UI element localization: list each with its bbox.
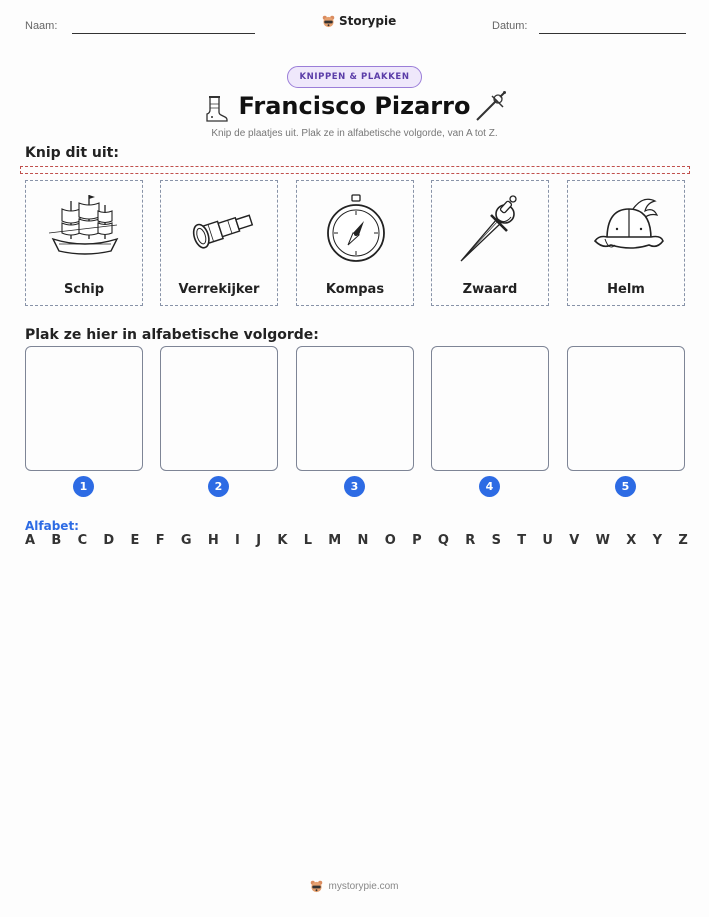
letter: Z bbox=[678, 533, 688, 548]
letter: V bbox=[569, 533, 580, 548]
spyglass-icon bbox=[180, 189, 260, 269]
letter: T bbox=[517, 533, 527, 548]
paste-box-2[interactable] bbox=[160, 346, 278, 471]
letter: H bbox=[207, 533, 219, 548]
sword-icon bbox=[451, 189, 531, 269]
bear-icon bbox=[322, 15, 335, 28]
letter: L bbox=[303, 533, 312, 548]
cut-heading: Knip dit uit: bbox=[25, 145, 119, 161]
letter: I bbox=[235, 533, 240, 548]
letter: A bbox=[25, 533, 36, 548]
date-label: Datum: bbox=[492, 20, 528, 32]
worksheet-header bbox=[0, 0, 709, 50]
card-label: Schip bbox=[63, 282, 105, 297]
brand-name: Storypie bbox=[339, 14, 397, 28]
card-label: Kompas bbox=[325, 282, 385, 297]
letter: E bbox=[130, 533, 140, 548]
letter: N bbox=[357, 533, 369, 548]
helmet-icon bbox=[587, 189, 667, 269]
brand-logo bbox=[322, 14, 396, 28]
date-field-line[interactable] bbox=[539, 33, 686, 34]
paste-box-5[interactable] bbox=[567, 346, 685, 471]
letter: G bbox=[180, 533, 192, 548]
letter: F bbox=[155, 533, 165, 548]
cut-card-ship[interactable] bbox=[25, 180, 143, 306]
page-title: Francisco Pizarro bbox=[238, 92, 471, 120]
title-row bbox=[0, 90, 709, 126]
activity-badge: KNIPPEN & PLAKKEN bbox=[287, 66, 422, 88]
letter: S bbox=[491, 533, 501, 548]
letter: R bbox=[465, 533, 476, 548]
number-badge-2: 2 bbox=[208, 476, 229, 497]
cut-card-sword[interactable] bbox=[431, 180, 549, 306]
cut-line bbox=[20, 166, 690, 174]
letter: X bbox=[626, 533, 637, 548]
card-label: Verrekijker bbox=[178, 282, 260, 297]
instructions: Knip de plaatjes uit. Plak ze in alfabetische volgorde, van A tot Z. bbox=[211, 128, 498, 139]
name-field-line[interactable] bbox=[72, 33, 255, 34]
bear-icon bbox=[310, 880, 323, 893]
ship-icon bbox=[45, 189, 125, 269]
letter: O bbox=[384, 533, 396, 548]
paste-box-4[interactable] bbox=[431, 346, 549, 471]
paste-heading: Plak ze hier in alfabetische volgorde: bbox=[25, 327, 319, 343]
letter: U bbox=[542, 533, 553, 548]
letter: B bbox=[51, 533, 62, 548]
footer-link[interactable]: mystorypie.com bbox=[328, 881, 399, 892]
number-badge-3: 3 bbox=[344, 476, 365, 497]
number-badge-5: 5 bbox=[615, 476, 636, 497]
card-label: Helm bbox=[607, 282, 645, 297]
letter: P bbox=[412, 533, 422, 548]
paste-box-1[interactable] bbox=[25, 346, 143, 471]
compass-icon bbox=[316, 189, 396, 269]
letter: Y bbox=[652, 533, 663, 548]
alphabet-title: Alfabet: bbox=[25, 519, 79, 533]
letter: D bbox=[103, 533, 115, 548]
letter: J bbox=[256, 533, 262, 548]
letter: K bbox=[277, 533, 288, 548]
paste-box-3[interactable] bbox=[296, 346, 414, 471]
letter: W bbox=[595, 533, 610, 548]
letter: M bbox=[328, 533, 342, 548]
rapier-icon bbox=[473, 90, 507, 124]
card-label: Zwaard bbox=[462, 282, 518, 297]
name-label: Naam: bbox=[25, 20, 58, 32]
number-badge-1: 1 bbox=[73, 476, 94, 497]
footer bbox=[0, 880, 709, 893]
letter: C bbox=[77, 533, 88, 548]
letter: Q bbox=[437, 533, 449, 548]
cut-card-helmet[interactable] bbox=[567, 180, 685, 306]
alphabet-row bbox=[25, 533, 688, 548]
number-badge-4: 4 bbox=[479, 476, 500, 497]
cut-card-compass[interactable] bbox=[296, 180, 414, 306]
cut-card-spyglass[interactable] bbox=[160, 180, 278, 306]
